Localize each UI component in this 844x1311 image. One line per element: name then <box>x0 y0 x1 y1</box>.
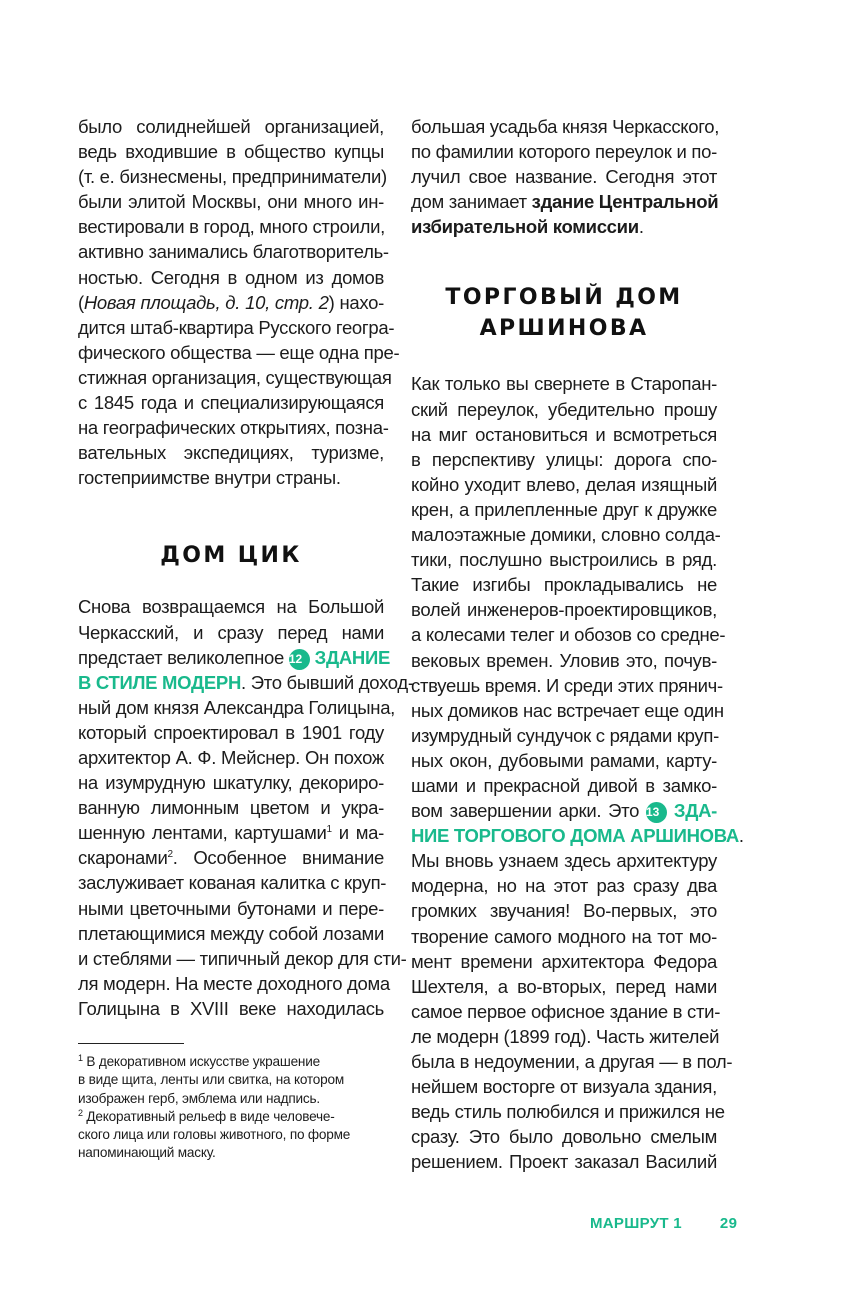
text-line: на миг остановиться и всмотреться <box>411 423 717 445</box>
text-line: ванную лимонным цветом и укра- <box>78 797 384 819</box>
text-fragment: вом завершении арки. Это <box>411 800 646 822</box>
text-line: волей инженеров-проектировщиков, <box>411 599 717 621</box>
text-line: ле модерн (1899 год). Часть жителей <box>411 1025 720 1047</box>
text-line: активно занимались благотворитель- <box>78 241 389 263</box>
text-line: заслуживает кованая калитка с круп- <box>78 872 387 894</box>
text-line: который спроектировал в 1901 году <box>78 721 384 743</box>
right-column <box>411 114 744 1174</box>
text-line <box>78 845 384 870</box>
text-line: вестировали в город, много строили, <box>78 216 385 238</box>
section-heading-dom-tsik: ДОМ ЦИК <box>160 543 302 569</box>
text-line <box>411 189 717 214</box>
text-fragment: дом занимает <box>411 191 532 213</box>
text-line: тики, послушно выстроились в ряд. <box>411 549 717 571</box>
highlight-link: ЗДАНИЕ <box>309 646 390 668</box>
text-line: вековых времен. Уловив это, почув- <box>411 649 717 671</box>
text-fragment: скаронами <box>78 847 168 869</box>
text-line: большая усадьба князя Черкасского, <box>411 116 720 137</box>
paragraph-society <box>78 114 400 490</box>
footnote-line: в виде щита, ленты или свитка, на котором <box>78 1072 345 1088</box>
text-line <box>78 290 384 315</box>
address-italic: Новая площадь, д. 10, стр. 2 <box>83 291 329 313</box>
text-line: Черкасский, и сразу перед нами <box>78 621 384 643</box>
paragraph-estate <box>411 114 720 239</box>
text-line: сразу. Это было довольно смелым <box>411 1126 717 1148</box>
text-fragment: и ма- <box>331 822 384 844</box>
text-line: нейшем восторге от визуала здания, <box>411 1076 717 1098</box>
text-line: плетающимися между собой лозами <box>78 922 385 944</box>
footnote-line <box>78 1108 384 1126</box>
text-line <box>78 670 414 695</box>
footnote-number: 1 <box>78 1053 83 1063</box>
text-line: и стеблями — типичный декор для сти- <box>78 947 407 969</box>
text-line: койно уходит влево, делая изящный <box>411 473 717 495</box>
text-fragment: шенную лентами, картушами <box>78 822 327 844</box>
heading-line: АРШИНОВА <box>479 316 649 342</box>
text-line: Такие изгибы прокладывались не <box>411 574 717 596</box>
text-fragment: ) нахо- <box>328 291 384 313</box>
text-line: ля модерн. На месте доходного дома <box>78 972 390 994</box>
text-fragment: . <box>738 825 744 847</box>
footnote-divider <box>78 1043 184 1044</box>
route-label: МАРШРУТ 1 <box>590 1215 682 1232</box>
text-line: в перспективу улицы: дорога спо- <box>411 448 717 470</box>
text-line: Снова возвращаемся на Большой <box>78 596 384 618</box>
text-line: архитектор А. Ф. Мейснер. Он похож <box>78 746 384 768</box>
paragraph-arshinov <box>411 371 744 1174</box>
text-line: гостеприимстве внутри страны. <box>78 467 341 489</box>
text-line: малоэтажные домики, словно солда- <box>411 524 721 546</box>
text-line: ский переулок, убедительно прошу <box>411 398 717 420</box>
paren: ( <box>78 291 84 313</box>
footnotes <box>78 1053 384 1163</box>
text-line: на изумрудную шкатулку, декориро- <box>78 772 384 794</box>
text-fragment: . Это бывший доход- <box>241 671 414 693</box>
text-line: ведь стиль полюбился и прижился не <box>411 1101 725 1123</box>
text-line: громких звучания! Во-первых, это <box>411 900 717 922</box>
text-line: ных домиков нас встречает еще один <box>411 699 724 721</box>
text-line: ных окон, дубовыми рамами, карту- <box>411 749 717 771</box>
text-line: стижная организация, существующая <box>78 366 392 388</box>
text-fragment: . <box>638 216 644 238</box>
footnote-line: ского лица или головы животного, по форме <box>78 1127 351 1143</box>
text-line: были элитой Москвы, они много ин- <box>78 191 384 213</box>
highlight-link: НИЕ ТОРГОВОГО ДОМА АРШИНОВА <box>411 825 739 847</box>
text-line: на географических открытиях, позна- <box>78 417 389 439</box>
text-line: было солиднейшей организацией, <box>78 116 384 137</box>
text-line: с 1845 года и специализирующаяся <box>78 392 384 414</box>
text-line <box>78 820 384 845</box>
text-line: крен, а прилепленные друг к дружке <box>411 498 717 520</box>
text-line: решением. Проект заказал Василий <box>411 1151 717 1173</box>
text-line: ными цветочными бутонами и пере- <box>78 897 384 919</box>
footnote-number: 2 <box>78 1107 83 1118</box>
footnote-line: напоминающий маску. <box>78 1145 216 1161</box>
text-line: ствуешь время. И среди этих прянич- <box>411 674 723 696</box>
footnote-line <box>78 1053 384 1071</box>
text-line: творение самого модного на тот мо- <box>411 925 717 947</box>
text-line: Шехтеля, а во-вторых, перед нами <box>411 975 717 997</box>
left-column <box>78 114 414 1163</box>
paragraph-dom-tsik <box>78 594 414 1021</box>
text-fragment: Декоративный рельеф в виде человече- <box>82 1108 335 1124</box>
text-line: Как только вы свернете в Старопан- <box>411 373 717 395</box>
number-badge-13: 13 <box>646 802 667 823</box>
text-line: модерна, но на этот раз сразу два <box>411 875 717 897</box>
text-line <box>411 823 744 848</box>
text-line: была в недоумении, а другая — в пол- <box>411 1051 733 1072</box>
text-line: шами и прекрасной дивой в замко- <box>411 774 717 796</box>
text-line: ведь входившие в общество купцы <box>78 141 384 163</box>
section-heading-arshinov <box>411 282 717 344</box>
text-line: самое первое офисное здание в сти- <box>411 1000 721 1022</box>
footnote-line: изображен герб, эмблема или надпись. <box>78 1090 320 1106</box>
text-fragment: . Особенное внимание <box>172 847 384 869</box>
text-line: мент времени архитектора Федора <box>411 950 717 972</box>
text-line <box>411 798 717 823</box>
text-line: лучил свое название. Сегодня этот <box>411 166 717 188</box>
heading-line: ТОРГОВЫЙ ДОМ <box>445 285 683 311</box>
text-line: (т. е. бизнесмены, предприниматели) <box>78 166 387 188</box>
page-footer <box>590 1215 737 1232</box>
text-line <box>411 214 717 239</box>
footnote-ref: 2 <box>167 849 173 861</box>
highlight-link: В СТИЛЕ МОДЕРН <box>78 671 242 693</box>
bold-fragment: избирательной комиссии <box>411 216 639 238</box>
text-line: а колесами телег и обозов со средне- <box>411 624 726 646</box>
footnote-ref: 1 <box>326 824 332 836</box>
page-number: 29 <box>719 1215 738 1232</box>
highlight-link: ЗДА- <box>666 800 717 822</box>
text-line: ный дом князя Александра Голицына, <box>78 696 396 718</box>
text-line: по фамилии которого переулок и по- <box>411 141 717 163</box>
bold-fragment: здание Центральной <box>531 191 719 213</box>
text-line: ностью. Сегодня в одном из домов <box>78 266 384 288</box>
text-line: дится штаб-квартира Русского геогра- <box>78 316 395 338</box>
text-line: Голицына в XVIII веке находилась <box>78 997 384 1019</box>
text-line: фического общества — еще одна пре- <box>78 341 400 363</box>
text-line: Мы вновь узнаем здесь архитектуру <box>411 850 717 872</box>
text-fragment: В декоративном искусстве украшение <box>82 1054 320 1069</box>
text-line: вательных экспедициях, туризме, <box>78 442 384 464</box>
text-line: изумрудный сундучок с рядами круп- <box>411 724 719 746</box>
text-line <box>78 645 390 670</box>
number-badge-12: 12 <box>289 649 310 670</box>
text-fragment: предстает великолепное <box>78 646 289 668</box>
